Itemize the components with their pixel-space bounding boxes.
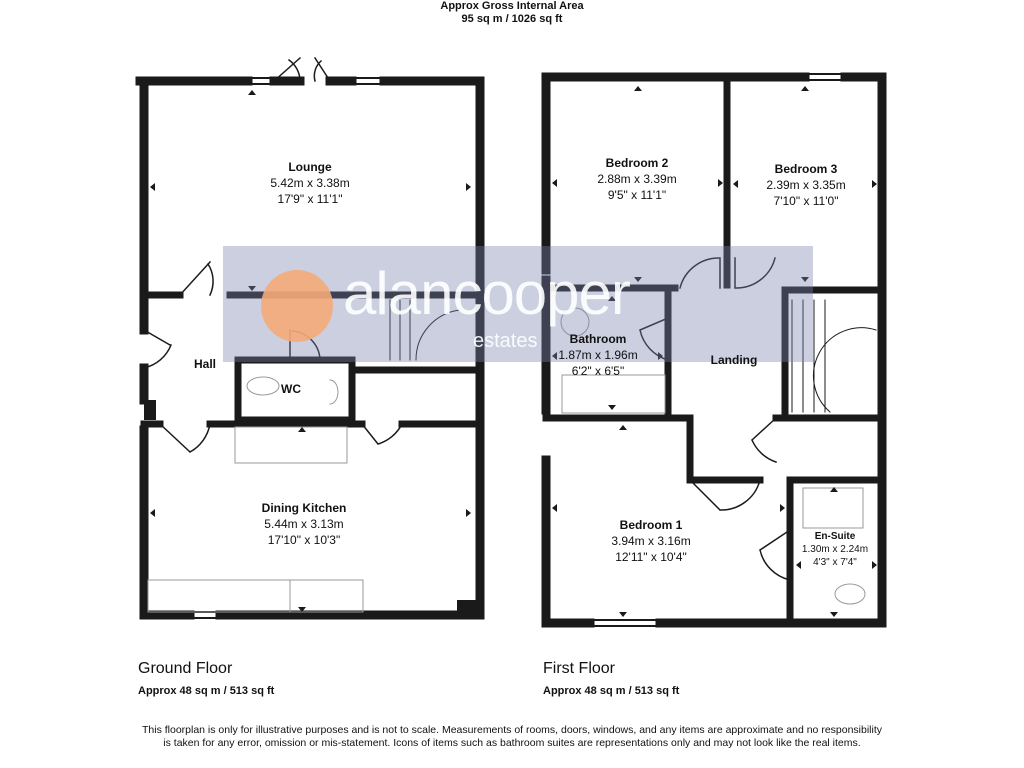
house-logo-icon <box>261 270 333 342</box>
room-metric: 5.44m x 3.13m <box>264 517 344 531</box>
room-metric: 3.94m x 3.16m <box>611 534 691 548</box>
room-hall <box>194 356 216 372</box>
room-name: Bedroom 1 <box>619 518 683 532</box>
room-metric: 2.88m x 3.39m <box>597 172 677 186</box>
ground-floor-area: Approx 48 sq m / 513 sq ft <box>138 685 275 697</box>
room-dining-kitchen <box>262 500 347 548</box>
room-imperial: 17'10" x 10'3" <box>267 533 341 547</box>
room-name: Lounge <box>288 160 332 174</box>
room-bedroom-3 <box>766 161 845 209</box>
room-imperial: 12'11" x 10'4" <box>615 550 687 564</box>
room-imperial: 7'10" x 11'0" <box>773 194 839 208</box>
room-landing <box>711 352 758 368</box>
room-bathroom <box>558 331 637 379</box>
room-metric: 5.42m x 3.38m <box>270 176 350 190</box>
gross-area-value: 95 sq m / 1026 sq ft <box>461 13 563 25</box>
room-imperial: 6'2" x 6'5" <box>571 364 625 378</box>
room-imperial: 17'9" x 11'1" <box>277 192 343 206</box>
room-lounge <box>270 159 349 207</box>
first-floor-title: First Floor <box>543 660 615 677</box>
gross-area-title: Approx Gross Internal Area <box>440 0 584 12</box>
room-name: Bedroom 3 <box>774 162 838 176</box>
room-name: WC <box>281 382 301 396</box>
watermark-sub: estates <box>473 330 538 352</box>
room-wc <box>281 381 301 397</box>
room-imperial: 9'5" x 11'1" <box>607 188 667 202</box>
room-name: Dining Kitchen <box>261 501 347 515</box>
room-metric: 1.87m x 1.96m <box>558 348 638 362</box>
room-name: Bedroom 2 <box>605 156 669 170</box>
room-en-suite <box>802 530 868 569</box>
room-name: Hall <box>193 357 217 371</box>
watermark-band <box>223 246 813 362</box>
room-name: En-Suite <box>814 531 856 542</box>
watermark-brand: alancooper <box>343 260 630 327</box>
room-name: Landing <box>710 353 758 367</box>
room-name: Bathroom <box>569 332 627 346</box>
disclaimer-text: This floorplan is only for illustrative purposes and is not to scale. Measurements of rooms, doors, windows, and any items are approximate and no responsibility is taken for any error, omission or mis-statement. Icons of items such as bathroom suites are representations only and may not look like the real items. <box>141 724 883 749</box>
room-bedroom-2 <box>597 155 676 203</box>
room-metric: 1.30m x 2.24m <box>801 544 869 555</box>
first-floor-area: Approx 48 sq m / 513 sq ft <box>543 685 680 697</box>
room-metric: 2.39m x 3.35m <box>766 178 846 192</box>
ground-floor-title: Ground Floor <box>138 660 233 677</box>
room-imperial: 4'3" x 7'4" <box>813 557 857 568</box>
room-bedroom-1 <box>611 517 690 565</box>
